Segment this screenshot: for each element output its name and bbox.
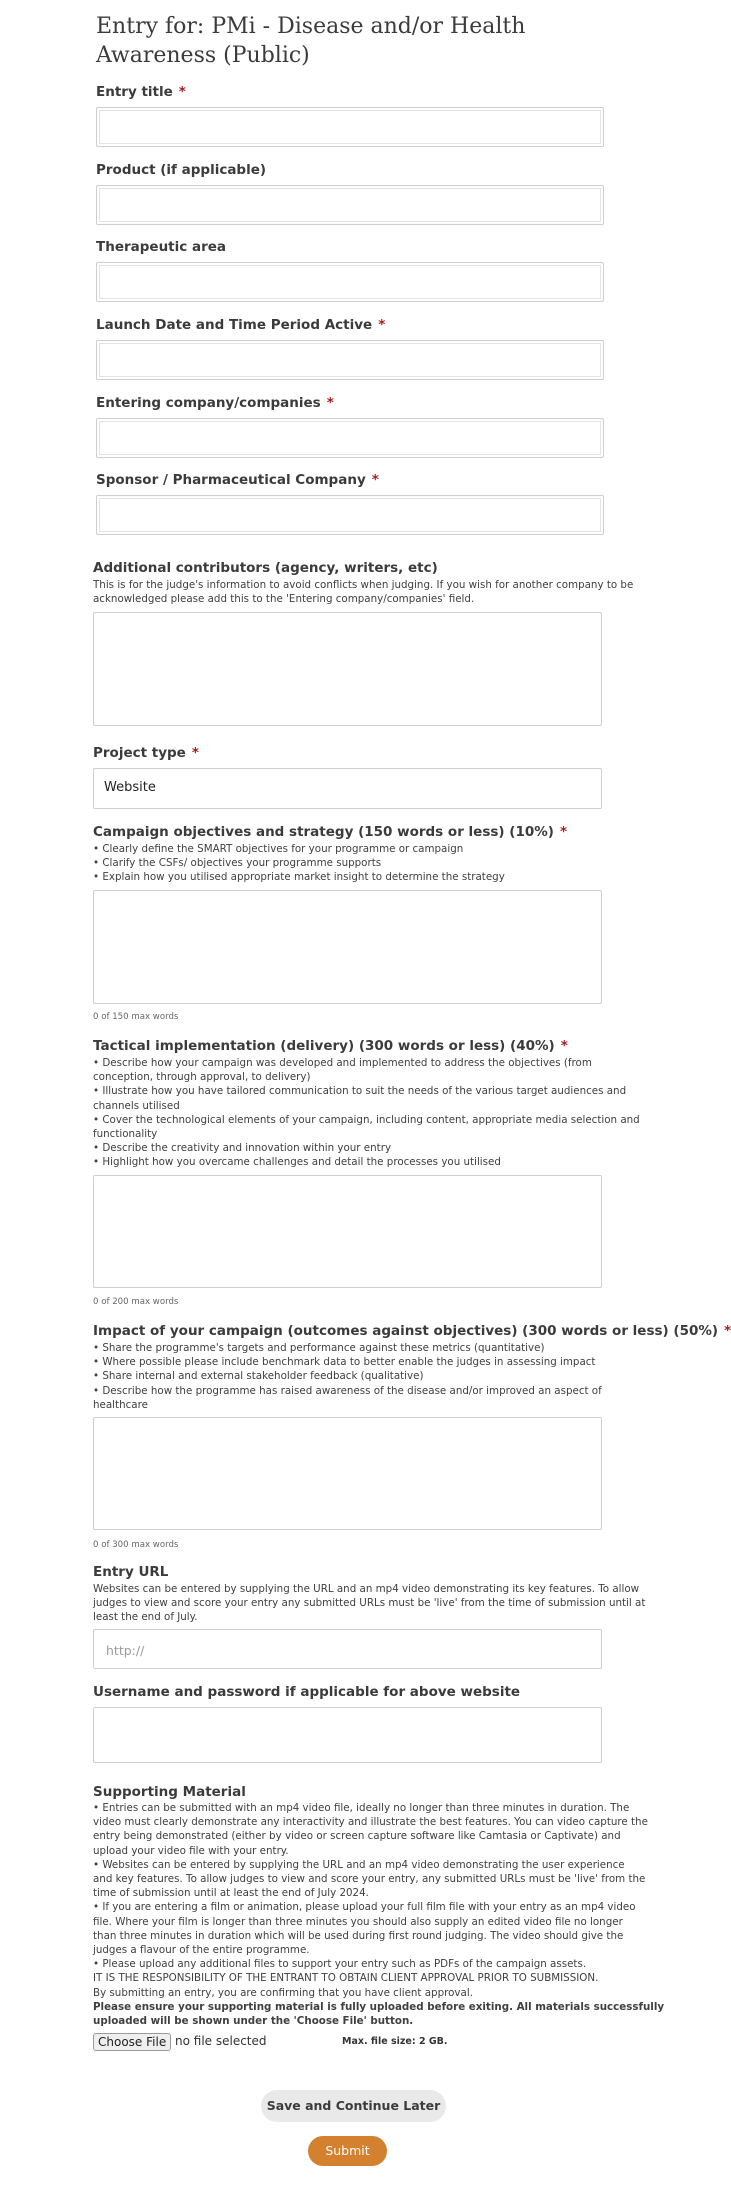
- product-label: Product (if applicable): [96, 162, 267, 178]
- impact-label: Impact of your campaign (outcomes against objectives) (300 words or less) (50%) *: [93, 1323, 731, 1339]
- word-counter: 0 of 300 max words: [93, 1540, 179, 1550]
- impact-help: • Share the programme's targets and performance against these metrics (quantitative) • Where possible please include benchmark data to better enable the judges in assessing impact • Share internal and external stakeholder feedback (qualitative) • Describe how the programme has raised awareness of the disease and/or improved an aspect of healthcare: [93, 1342, 602, 1411]
- supporting-material-help: • Entries can be submitted with an mp4 video file, ideally no longer than three minutes in duration. The video must clearly demonstrate any interactivity and illustrate the best features. You can video capture the entry being demonstrated (either by video or screen capture software like Camtasia or Captivate) and upload your video file with your entry. • Websites can be entered by supplying the URL and an mp4 video demonstrating the user experience and key features. To allow judges to view and score your entry, any submitted URLs must be 'live' from the time of submission until at least the end of July 2024. • If you are entering a film or animation, please upload your full film file with your entry as an mp4 video file. Where your film is longer than three minutes you should also supply an edited video file no longer than three minutes in duration which will be used during first round judging. The video should give the judges a flavour of the entire programme. • Please upload any additional files to support your entry such as PDFs of the campaign assets. IT IS THE RESPONSIBILITY OF THE ENTRANT TO OBTAIN CLIENT APPROVAL PRIOR TO SUBMISSION. By submitting an entry, you are confirming that you have client approval. Please ensure your supporting material is fully uploaded before exiting. All materials successfully uploaded will be shown under the 'Choose File' button.: [93, 1802, 665, 2028]
- max-file-size: Max. file size: 2 GB.: [342, 2036, 448, 2047]
- required-mark: *: [178, 84, 186, 100]
- therapeutic-area-input[interactable]: [96, 262, 604, 302]
- choose-file-button[interactable]: Choose File: [93, 2033, 171, 2051]
- campaign-objectives-help: • Clearly define the SMART objectives for your programme or campaign • Clarify the CSFs/ objectives your programme supports • Explain how you utilised appropriate market insight to determine the strategy: [93, 843, 505, 884]
- username-password-textarea[interactable]: [93, 1707, 602, 1763]
- tactical-implementation-help: • Describe how your campaign was developed and implemented to address the objectives (from conception, through approval, to delivery) • Illustrate how you have tailored communication to suit the needs of the various target audiences and channels utilised • Cover the technological elements of your campaign, including content, appropriate media selection and functionality • Describe the creativity and innovation within your entry • Highlight how you overcame challenges and detail the processes you utilised: [93, 1057, 640, 1169]
- entering-company-input[interactable]: [96, 418, 604, 458]
- product-input[interactable]: [96, 185, 604, 225]
- campaign-objectives-label: Campaign objectives and strategy (150 words or less) (10%) *: [93, 824, 567, 840]
- page-title: Entry for: PMi - Disease and/or Health Awareness (Public): [96, 14, 526, 68]
- no-file-selected-text: no file selected: [175, 2034, 267, 2048]
- tactical-implementation-textarea[interactable]: [93, 1175, 602, 1288]
- sponsor-input[interactable]: [96, 495, 604, 535]
- word-counter: 0 of 200 max words: [93, 1297, 179, 1307]
- launch-date-input[interactable]: [96, 340, 604, 380]
- required-mark: *: [559, 824, 567, 840]
- username-password-label: Username and password if applicable for above website: [93, 1684, 521, 1700]
- required-mark: *: [378, 317, 386, 333]
- save-continue-later-button[interactable]: Save and Continue Later: [261, 2090, 446, 2122]
- campaign-objectives-textarea[interactable]: [93, 890, 602, 1004]
- launch-date-label: Launch Date and Time Period Active *: [96, 317, 386, 333]
- entry-url-placeholder: http://: [106, 1643, 145, 1658]
- therapeutic-area-label: Therapeutic area: [96, 239, 226, 255]
- required-mark: *: [371, 472, 379, 488]
- entry-url-input[interactable]: [93, 1629, 602, 1669]
- upload-warning: uploaded will be shown under the 'Choose File' button.: [93, 2015, 414, 2028]
- contributors-help: This is for the judge's information to avoid conflicts when judging. If you wish for another company to be acknowledged please add this to the 'Entering company/companies' field.: [93, 579, 634, 606]
- impact-textarea[interactable]: [93, 1417, 602, 1530]
- required-mark: *: [724, 1323, 731, 1339]
- entry-url-label: Entry URL: [93, 1564, 169, 1580]
- required-mark: *: [326, 395, 334, 411]
- entry-title-label: Entry title *: [96, 84, 186, 100]
- supporting-material-label: Supporting Material: [93, 1784, 246, 1800]
- contributors-textarea[interactable]: [93, 612, 602, 726]
- submit-button[interactable]: Submit: [308, 2136, 387, 2166]
- required-mark: *: [191, 745, 199, 761]
- project-type-field[interactable]: [93, 768, 602, 809]
- entry-title-input[interactable]: [96, 107, 604, 147]
- project-type-label: Project type *: [93, 745, 199, 761]
- sponsor-label: Sponsor / Pharmaceutical Company *: [96, 472, 379, 488]
- entering-company-label: Entering company/companies *: [96, 395, 334, 411]
- tactical-implementation-label: Tactical implementation (delivery) (300 words or less) (40%) *: [93, 1038, 568, 1054]
- entry-url-help: Websites can be entered by supplying the URL and an mp4 video demonstrating its key features. To allow judges to view and score your entry any submitted URLs must be 'live' from the time of submission until at least the end of July.: [93, 1583, 646, 1624]
- contributors-label: Additional contributors (agency, writers, etc): [93, 560, 438, 576]
- project-type-value: Website: [104, 780, 156, 795]
- upload-warning: Please ensure your supporting material is fully uploaded before exiting. All materials successfully: [93, 2000, 665, 2013]
- word-counter: 0 of 150 max words: [93, 1012, 179, 1022]
- required-mark: *: [560, 1038, 568, 1054]
